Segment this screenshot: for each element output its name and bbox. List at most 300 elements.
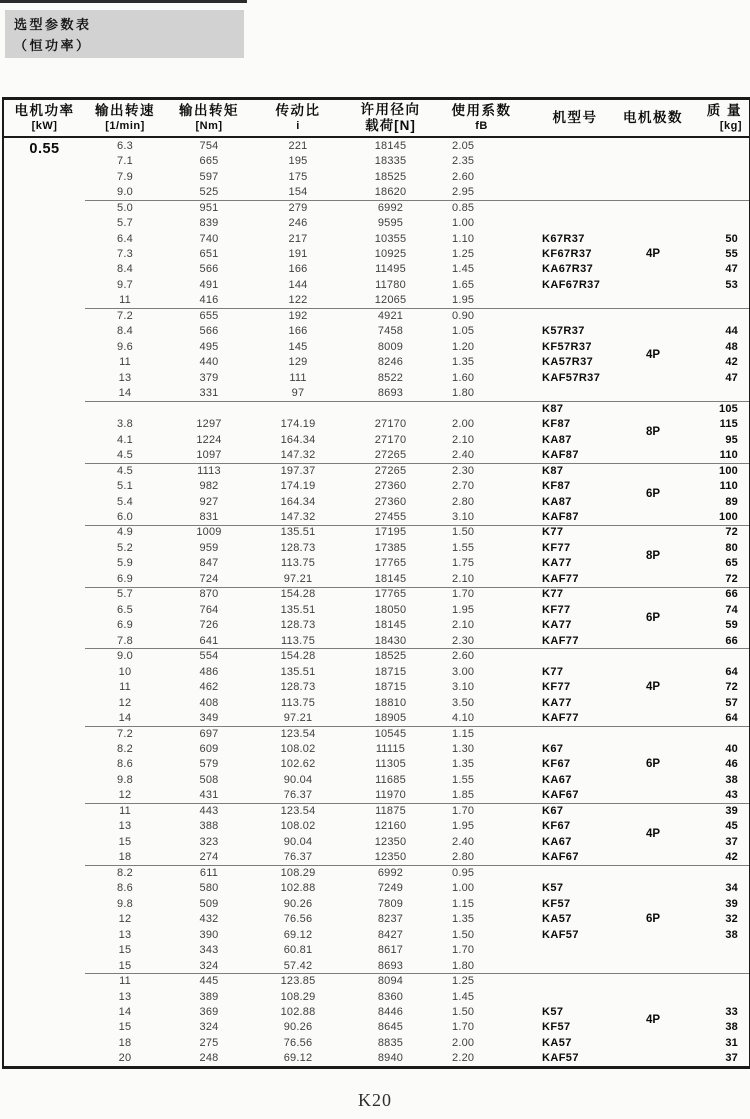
cell-mass: 89 <box>725 495 738 508</box>
cell-ratio: 111 <box>289 371 307 384</box>
cell-mass: 105 <box>719 402 738 415</box>
cell-output-speed: 13 <box>118 990 132 1003</box>
top-rule <box>0 0 247 3</box>
table-row <box>4 463 749 478</box>
cell-output-torque: 416 <box>199 294 219 307</box>
cell-radial-load: 27170 <box>374 433 407 446</box>
cell-mass: 66 <box>725 634 738 647</box>
cell-service-factor: 2.10 <box>452 619 475 632</box>
cell-output-torque: 982 <box>199 480 219 493</box>
cell-radial-load: 6992 <box>377 201 404 214</box>
cell-output-torque: 554 <box>199 650 219 663</box>
cell-service-factor: 1.15 <box>452 897 475 910</box>
cell-service-factor: 1.50 <box>452 928 475 941</box>
cell-service-factor: 1.50 <box>452 1005 475 1018</box>
cell-service-factor: 0.85 <box>452 201 475 214</box>
cell-output-speed: 7.2 <box>117 727 133 740</box>
cell-output-torque: 369 <box>199 1005 219 1018</box>
cell-radial-load: 11115 <box>375 743 406 756</box>
cell-output-torque: 927 <box>199 495 219 508</box>
cell-service-factor: 1.95 <box>452 820 475 833</box>
cell-service-factor: 1.00 <box>452 882 475 895</box>
cell-mass: 39 <box>725 804 738 817</box>
cell-output-speed: 18 <box>118 851 132 864</box>
cell-mass: 72 <box>725 681 738 694</box>
selection-parameter-table <box>2 97 750 1069</box>
cell-output-torque: 432 <box>199 913 219 926</box>
cell-mass: 115 <box>719 418 738 431</box>
cell-ratio: 154.28 <box>280 650 316 663</box>
col-header-motor-power: 电机功率 [kW] <box>14 103 75 132</box>
cell-radial-load: 7249 <box>377 882 404 895</box>
table-row <box>4 324 749 339</box>
cell-ratio: 57.42 <box>283 959 313 972</box>
table-row <box>4 231 749 246</box>
cell-radial-load: 10545 <box>374 727 407 740</box>
cell-ratio: 113.75 <box>280 634 316 647</box>
cell-service-factor: 1.25 <box>452 248 475 261</box>
table-body <box>4 138 749 1067</box>
cell-mass: 46 <box>725 758 738 771</box>
cell-mass: 42 <box>725 851 738 864</box>
cell-output-speed: 12 <box>118 913 132 926</box>
col-header-mass: 质 量 [kg] <box>706 103 742 132</box>
cell-output-torque: 408 <box>199 696 219 709</box>
table-row <box>4 973 749 988</box>
cell-output-torque: 611 <box>199 866 219 879</box>
cell-mass: 37 <box>725 1052 738 1065</box>
cell-service-factor: 2.00 <box>452 418 475 431</box>
table-row <box>4 386 749 401</box>
table-row <box>4 772 749 787</box>
cell-radial-load: 10925 <box>374 248 407 261</box>
cell-output-torque: 959 <box>199 541 219 554</box>
cell-output-torque: 445 <box>199 975 219 988</box>
cell-output-torque: 641 <box>199 634 219 647</box>
cell-ratio: 113.75 <box>280 696 316 709</box>
cell-output-speed: 3.8 <box>117 418 133 431</box>
cell-output-speed: 5.1 <box>117 480 133 493</box>
cell-output-torque: 443 <box>199 804 219 817</box>
cell-output-torque: 440 <box>199 356 219 369</box>
table-row <box>4 153 749 168</box>
cell-service-factor: 1.25 <box>452 975 475 988</box>
cell-mass: 59 <box>725 619 738 632</box>
table-row <box>4 509 749 524</box>
cell-radial-load: 17765 <box>374 588 407 601</box>
cell-ratio: 90.04 <box>283 773 313 786</box>
cell-model: KF77 <box>542 681 571 694</box>
cell-radial-load: 8835 <box>377 1036 404 1049</box>
cell-model: KA77 <box>542 557 572 570</box>
cell-output-torque: 462 <box>199 681 219 694</box>
cell-ratio: 102.88 <box>280 882 316 895</box>
cell-model: KA67R37 <box>542 263 594 276</box>
cell-output-torque: 389 <box>199 990 219 1003</box>
cell-radial-load: 18335 <box>374 155 407 168</box>
cell-output-speed: 5.0 <box>117 201 133 214</box>
cell-ratio: 135.51 <box>280 603 316 616</box>
cell-service-factor: 2.30 <box>452 634 475 647</box>
cell-service-factor: 1.45 <box>452 263 475 276</box>
cell-ratio: 102.62 <box>280 758 316 771</box>
cell-output-speed: 5.7 <box>117 588 133 601</box>
cell-radial-load: 17385 <box>374 541 407 554</box>
poles-label: 8P <box>645 549 661 562</box>
cell-output-torque: 431 <box>199 789 219 802</box>
cell-output-speed: 6.3 <box>117 139 133 152</box>
cell-service-factor: 0.95 <box>452 866 475 879</box>
row-group <box>4 463 749 525</box>
cell-radial-load: 6992 <box>377 866 404 879</box>
title-box <box>5 10 244 58</box>
cell-mass: 65 <box>725 557 738 570</box>
cell-ratio: 108.29 <box>280 990 316 1003</box>
cell-output-speed: 5.9 <box>117 557 133 570</box>
cell-service-factor: 2.35 <box>452 155 475 168</box>
cell-service-factor: 2.60 <box>452 650 475 663</box>
table-row <box>4 958 749 973</box>
cell-service-factor: 2.30 <box>452 464 475 477</box>
row-group <box>4 308 749 401</box>
cell-service-factor: 3.10 <box>452 681 475 694</box>
cell-output-speed: 13 <box>118 371 132 384</box>
cell-ratio: 164.34 <box>280 495 316 508</box>
cell-service-factor: 1.55 <box>452 541 475 554</box>
cell-model: K77 <box>542 588 564 601</box>
cell-model: KA67 <box>542 773 572 786</box>
cell-ratio: 76.37 <box>283 789 313 802</box>
cell-service-factor: 1.70 <box>452 804 475 817</box>
cell-model: KA57 <box>542 913 572 926</box>
cell-model: KF67 <box>542 758 571 771</box>
cell-radial-load: 27265 <box>374 464 407 477</box>
cell-output-speed: 11 <box>119 681 131 694</box>
cell-mass: 64 <box>725 665 738 678</box>
col-header-ratio: 传动比 i <box>275 103 321 132</box>
cell-output-torque: 324 <box>199 1021 219 1034</box>
cell-output-torque: 1224 <box>196 433 222 446</box>
cell-mass: 48 <box>725 340 738 353</box>
table-row <box>4 215 749 230</box>
cell-output-torque: 509 <box>199 897 219 910</box>
cell-output-torque: 495 <box>199 340 219 353</box>
cell-output-speed: 9.8 <box>117 773 133 786</box>
cell-radial-load: 12350 <box>374 835 407 848</box>
cell-output-speed: 7.3 <box>117 248 133 261</box>
cell-ratio: 279 <box>288 201 308 214</box>
cell-service-factor: 3.00 <box>452 665 475 678</box>
cell-service-factor: 1.35 <box>452 913 475 926</box>
cell-output-speed: 4.5 <box>117 449 133 462</box>
cell-output-speed: 11 <box>119 294 131 307</box>
cell-model: KF57R37 <box>542 340 592 353</box>
cell-radial-load: 18050 <box>374 603 407 616</box>
cell-output-torque: 379 <box>199 371 219 384</box>
cell-mass: 33 <box>725 1005 738 1018</box>
cell-radial-load: 18145 <box>374 572 407 585</box>
cell-output-speed: 11 <box>119 804 131 817</box>
table-row <box>4 633 749 648</box>
table-row <box>4 989 749 1004</box>
cell-radial-load: 11685 <box>375 773 406 786</box>
col-header-output-speed: 输出转速 [1/min] <box>95 103 155 132</box>
cell-service-factor: 2.05 <box>452 139 475 152</box>
cell-ratio: 154 <box>288 186 308 199</box>
cell-output-speed: 14 <box>118 712 132 725</box>
cell-output-speed: 11 <box>119 975 131 988</box>
poles-label: 6P <box>645 913 661 926</box>
table-row <box>4 942 749 957</box>
cell-ratio: 113.75 <box>280 557 316 570</box>
cell-ratio: 192 <box>288 309 308 322</box>
cell-output-torque: 525 <box>199 186 219 199</box>
table-row <box>4 850 749 865</box>
table-row <box>4 447 749 462</box>
cell-model: K57R37 <box>542 325 585 338</box>
cell-output-torque: 580 <box>199 882 219 895</box>
cell-ratio: 69.12 <box>283 1052 313 1065</box>
table-row <box>4 587 749 602</box>
cell-model: K77 <box>542 665 564 678</box>
cell-service-factor: 1.55 <box>452 773 475 786</box>
cell-model: K87 <box>542 402 564 415</box>
cell-output-torque: 331 <box>199 387 219 400</box>
cell-service-factor: 2.10 <box>452 433 475 446</box>
cell-mass: 72 <box>725 572 738 585</box>
cell-ratio: 147.32 <box>280 510 316 523</box>
cell-mass: 72 <box>725 526 738 539</box>
cell-service-factor: 1.30 <box>452 743 475 756</box>
cell-mass: 50 <box>725 232 738 245</box>
cell-ratio: 154.28 <box>280 588 316 601</box>
cell-model: KA67 <box>542 835 572 848</box>
row-group <box>4 525 749 587</box>
col-header-service-factor: 使用系数 fB <box>451 103 512 132</box>
cell-radial-load: 27170 <box>374 418 407 431</box>
cell-output-speed: 8.4 <box>117 263 133 276</box>
cell-output-torque: 651 <box>199 248 219 261</box>
cell-service-factor: 1.15 <box>452 727 475 740</box>
cell-output-speed: 11 <box>119 356 131 369</box>
poles-label: 8P <box>645 425 661 438</box>
cell-service-factor: 2.40 <box>452 835 475 848</box>
cell-model: KAF67 <box>542 789 579 802</box>
table-row <box>4 571 749 586</box>
row-group <box>4 401 749 463</box>
cell-model: KAF77 <box>542 572 579 585</box>
cell-output-torque: 390 <box>199 928 219 941</box>
cell-ratio: 128.73 <box>280 541 316 554</box>
cell-service-factor: 1.70 <box>452 588 475 601</box>
cell-mass: 45 <box>725 820 738 833</box>
cell-radial-load: 4921 <box>377 309 404 322</box>
cell-mass: 47 <box>725 371 738 384</box>
cell-output-torque: 847 <box>199 557 219 570</box>
col-header-poles: 电机极数 <box>623 109 683 125</box>
cell-model: KAF87 <box>542 510 579 523</box>
cell-ratio: 191 <box>288 248 308 261</box>
table-row <box>4 370 749 385</box>
cell-output-torque: 508 <box>199 773 219 786</box>
cell-model: K57 <box>542 1005 564 1018</box>
cell-model: KF87 <box>542 480 571 493</box>
cell-model: KA77 <box>542 696 572 709</box>
cell-model: KF67 <box>542 820 571 833</box>
cell-output-torque: 665 <box>199 155 219 168</box>
cell-radial-load: 12160 <box>374 820 407 833</box>
cell-ratio: 122 <box>288 294 308 307</box>
cell-output-speed: 4.1 <box>117 433 133 446</box>
cell-output-torque: 1009 <box>196 526 222 539</box>
cell-output-torque: 491 <box>199 278 219 291</box>
table-row <box>4 927 749 942</box>
cell-output-speed: 8.6 <box>117 758 133 771</box>
cell-output-speed: 7.2 <box>117 309 133 322</box>
table-row <box>4 1035 749 1050</box>
cell-output-torque: 274 <box>199 851 219 864</box>
cell-ratio: 102.88 <box>280 1005 316 1018</box>
cell-output-torque: 1097 <box>196 449 222 462</box>
poles-label: 4P <box>645 1013 661 1026</box>
cell-model: KAF77 <box>542 634 579 647</box>
cell-output-torque: 1113 <box>197 464 221 477</box>
cell-service-factor: 1.80 <box>452 387 475 400</box>
cell-ratio: 123.54 <box>280 727 316 740</box>
cell-mass: 32 <box>725 913 738 926</box>
table-row <box>4 710 749 725</box>
cell-output-torque: 597 <box>199 170 219 183</box>
cell-service-factor: 2.60 <box>452 170 475 183</box>
poles-label: 4P <box>645 681 661 694</box>
cell-service-factor: 2.80 <box>452 851 475 864</box>
cell-mass: 31 <box>725 1036 738 1049</box>
cell-radial-load: 18905 <box>374 712 407 725</box>
cell-mass: 42 <box>725 356 738 369</box>
cell-radial-load: 8360 <box>377 990 404 1003</box>
cell-radial-load: 18145 <box>374 139 407 152</box>
cell-ratio: 123.85 <box>280 975 316 988</box>
table-row <box>4 308 749 323</box>
cell-ratio: 174.19 <box>280 480 316 493</box>
cell-output-torque: 697 <box>199 727 219 740</box>
cell-ratio: 97.21 <box>283 572 313 585</box>
row-group <box>4 648 749 725</box>
cell-radial-load: 18810 <box>374 696 407 709</box>
cell-mass: 40 <box>725 743 738 756</box>
cell-output-speed: 6.0 <box>117 510 133 523</box>
cell-ratio: 175 <box>288 170 308 183</box>
cell-mass: 110 <box>719 449 738 462</box>
cell-radial-load: 8617 <box>377 944 404 957</box>
cell-output-speed: 15 <box>118 1021 132 1034</box>
cell-ratio: 166 <box>288 263 308 276</box>
cell-service-factor: 1.00 <box>452 217 475 230</box>
table-row <box>4 277 749 292</box>
cell-model: KA87 <box>542 495 572 508</box>
cell-output-torque: 579 <box>199 758 219 771</box>
cell-model: KF57 <box>542 897 571 910</box>
row-group <box>4 587 749 649</box>
table-row <box>4 293 749 308</box>
cell-radial-load: 8446 <box>377 1005 404 1018</box>
cell-radial-load: 10355 <box>374 232 407 245</box>
cell-output-torque: 566 <box>199 263 219 276</box>
cell-radial-load: 11305 <box>375 758 406 771</box>
cell-output-torque: 566 <box>199 325 219 338</box>
cell-model: KAF57 <box>542 928 579 941</box>
cell-ratio: 144 <box>288 278 308 291</box>
cell-model: KF77 <box>542 603 571 616</box>
poles-label: 4P <box>645 828 661 841</box>
cell-service-factor: 1.05 <box>452 325 475 338</box>
cell-model: KAF67R37 <box>542 278 601 291</box>
cell-ratio: 135.51 <box>280 665 316 678</box>
cell-mass: 38 <box>725 928 738 941</box>
cell-mass: 110 <box>719 480 738 493</box>
cell-service-factor: 1.10 <box>452 232 475 245</box>
cell-service-factor: 1.60 <box>452 371 475 384</box>
cell-output-torque: 655 <box>199 309 219 322</box>
cell-output-speed: 8.2 <box>117 866 133 879</box>
cell-service-factor: 0.90 <box>452 309 475 322</box>
cell-output-torque: 764 <box>199 603 219 616</box>
cell-output-speed: 9.6 <box>117 340 133 353</box>
cell-model: K87 <box>542 464 564 477</box>
cell-model: K57 <box>542 882 564 895</box>
cell-mass: 47 <box>725 263 738 276</box>
cell-output-torque: 951 <box>199 201 219 214</box>
cell-ratio: 174.19 <box>280 418 316 431</box>
cell-radial-load: 11970 <box>375 789 406 802</box>
table-row <box>4 200 749 215</box>
cell-mass: 66 <box>725 588 738 601</box>
cell-output-speed: 8.4 <box>117 325 133 338</box>
cell-radial-load: 27265 <box>374 449 407 462</box>
cell-ratio: 128.73 <box>280 619 316 632</box>
cell-service-factor: 2.95 <box>452 186 475 199</box>
cell-mass: 55 <box>725 248 738 261</box>
cell-service-factor: 2.00 <box>452 1036 475 1049</box>
cell-output-speed: 20 <box>118 1052 132 1065</box>
cell-output-torque: 839 <box>199 217 219 230</box>
table-row <box>4 525 749 540</box>
cell-model: K67 <box>542 804 564 817</box>
cell-output-torque: 323 <box>199 835 219 848</box>
cell-service-factor: 2.40 <box>452 449 475 462</box>
cell-output-speed: 10 <box>118 665 132 678</box>
table-row <box>4 648 749 663</box>
cell-service-factor: 1.50 <box>452 526 475 539</box>
row-group <box>4 138 749 200</box>
table-row <box>4 262 749 277</box>
cell-output-speed: 7.8 <box>117 634 133 647</box>
cell-model: KF87 <box>542 418 571 431</box>
cell-ratio: 108.29 <box>280 866 316 879</box>
cell-ratio: 97 <box>291 387 305 400</box>
table-row <box>4 896 749 911</box>
cell-service-factor: 4.10 <box>452 712 475 725</box>
cell-ratio: 76.37 <box>283 851 313 864</box>
cell-radial-load: 8009 <box>377 340 404 353</box>
cell-model: KA57 <box>542 1036 572 1049</box>
cell-ratio: 135.51 <box>280 526 316 539</box>
cell-radial-load: 18620 <box>374 186 407 199</box>
cell-output-speed: 5.2 <box>117 541 133 554</box>
cell-output-speed: 7.1 <box>117 155 133 168</box>
table-row <box>4 1051 749 1066</box>
cell-service-factor: 1.95 <box>452 294 475 307</box>
